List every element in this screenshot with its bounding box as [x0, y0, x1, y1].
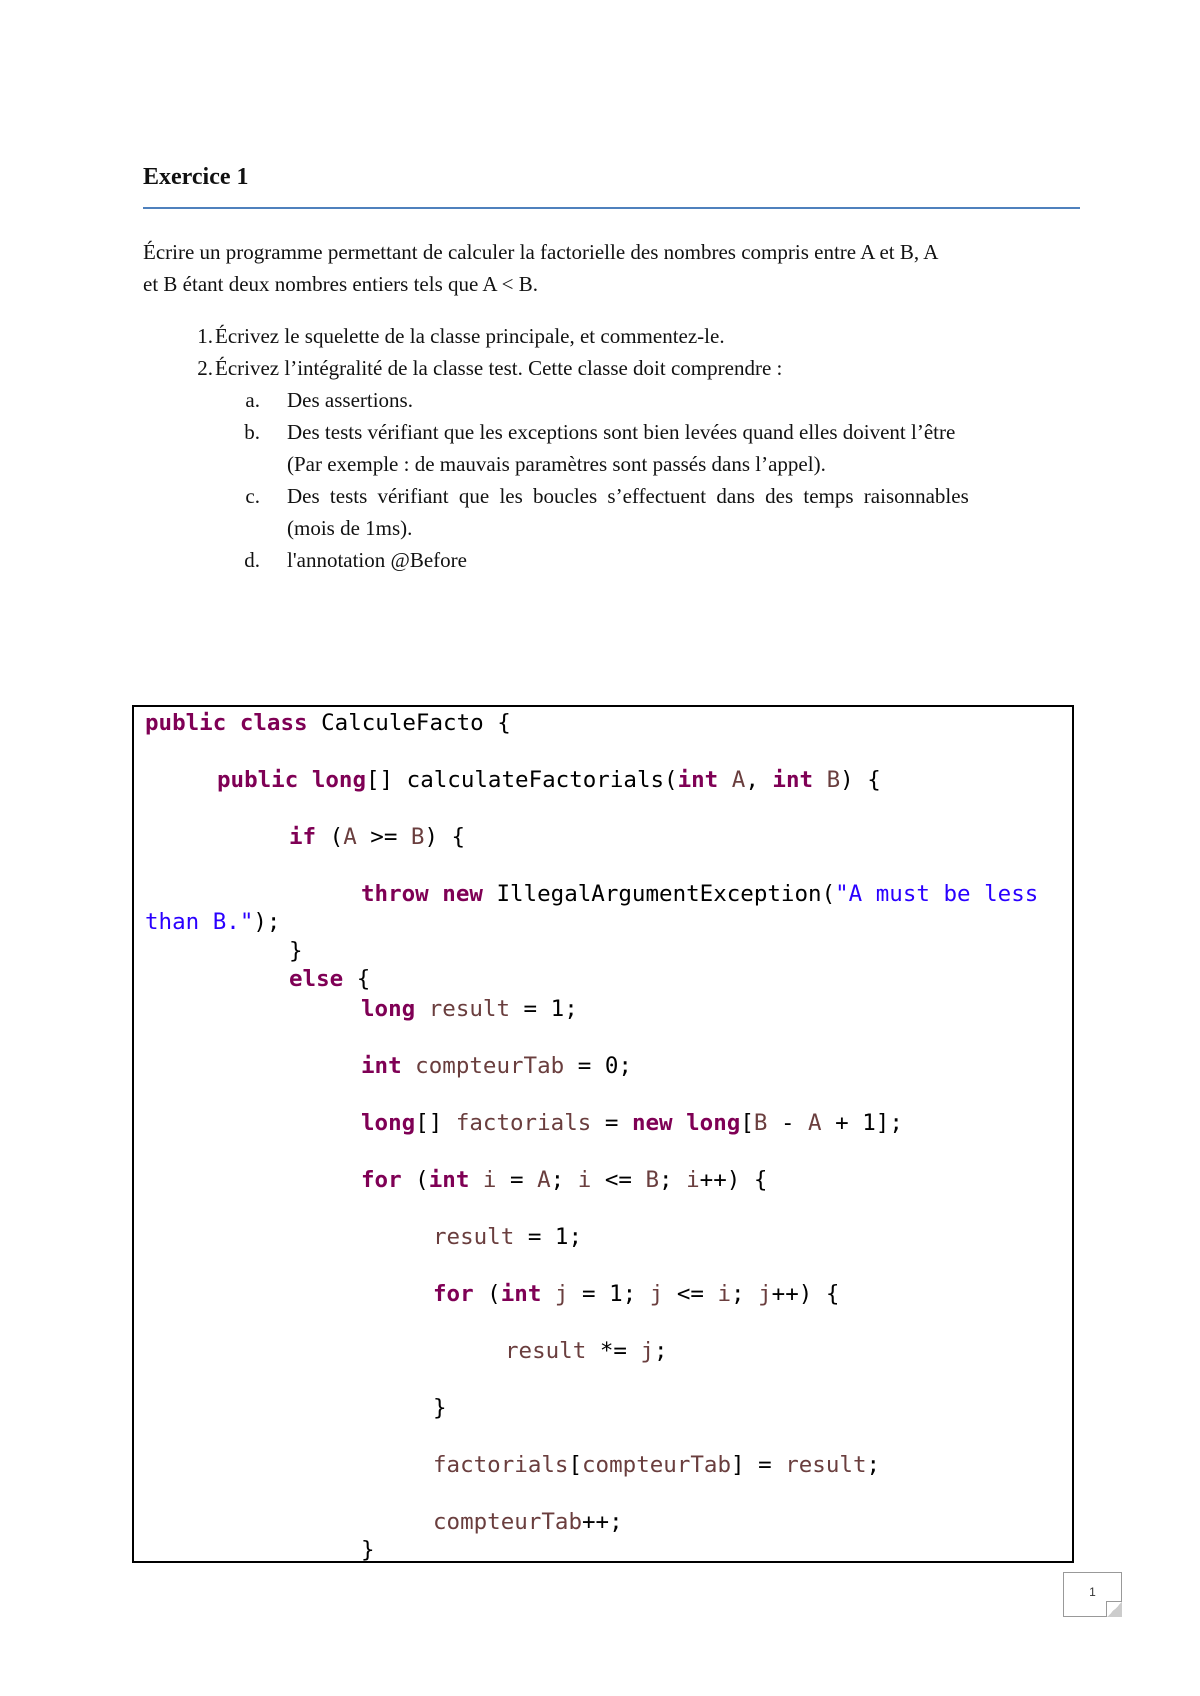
code-line [361, 1536, 375, 1563]
code-keyword: else [289, 966, 344, 992]
code-string: "A must be less [835, 881, 1039, 907]
code-text: = 1; [568, 1281, 650, 1307]
intro-line-2: et B étant deux nombres entiers tels que A < B. [143, 272, 539, 296]
code-text: ; [731, 1281, 759, 1307]
code-text: ) { [424, 824, 466, 850]
code-keyword: if [289, 824, 317, 850]
code-line [361, 1109, 903, 1138]
exercise-title: Exercice 1 [143, 164, 249, 190]
code-line [217, 766, 881, 795]
code-variable: B [410, 824, 425, 850]
code-keyword: int [361, 1053, 402, 1079]
code-variable: j [649, 1281, 664, 1307]
code-line [505, 1337, 668, 1366]
code-text: ; [866, 1452, 881, 1478]
code-keyword: public [217, 767, 299, 793]
code-line [361, 1052, 632, 1081]
code-keyword: for [433, 1281, 474, 1307]
code-variable: A [537, 1167, 551, 1193]
list-text: l'annotation @Before [287, 548, 467, 572]
code-text: ; [659, 1167, 687, 1193]
code-text: [ [740, 1110, 754, 1136]
code-variable: j [640, 1338, 655, 1364]
code-variable: factorials [442, 1110, 592, 1136]
code-variable: B [813, 767, 841, 793]
code-line [433, 1280, 839, 1309]
code-variable: result [505, 1338, 587, 1364]
code-variable: A [343, 824, 357, 850]
code-line [433, 1223, 582, 1252]
code-text: *= [586, 1338, 641, 1364]
code-text: ); [253, 909, 281, 935]
list-text: Des assertions. [287, 388, 413, 412]
code-keyword: int [677, 767, 719, 793]
code-line [289, 937, 303, 966]
code-text: ) { [840, 767, 881, 793]
intro-line-1: Écrire un programme permettant de calculer la factorielle des nombres compris entre A et B, A [143, 240, 939, 264]
code-variable: j [758, 1281, 772, 1307]
list-text: Écrivez l’intégralité de la classe test. Cette classe doit comprendre : [215, 356, 783, 380]
code-text: [ [568, 1452, 583, 1478]
list-number: 1. [197, 324, 213, 348]
code-variable: compteurTab [401, 1053, 565, 1079]
code-text: = [496, 1167, 538, 1193]
code-line [433, 1508, 623, 1537]
code-text: = [591, 1110, 632, 1136]
code-keyword: for [361, 1167, 402, 1193]
code-variable: i [577, 1167, 592, 1193]
code-text: ( [473, 1281, 501, 1307]
code-line [289, 823, 465, 852]
code-text: ++) { [699, 1167, 768, 1193]
list-text [287, 480, 1067, 544]
code-keyword: long [361, 1110, 416, 1136]
list-text-line: (mois de 1ms). [287, 516, 413, 540]
code-text: - [767, 1110, 809, 1136]
code-variable: B [753, 1110, 768, 1136]
code-keyword: int [428, 1167, 470, 1193]
code-text: >= [356, 824, 411, 850]
code-text: ++) { [771, 1281, 840, 1307]
code-text: ++; [582, 1509, 623, 1535]
code-text: = 0; [564, 1053, 632, 1079]
code-text: ( [316, 824, 344, 850]
code-line [433, 1451, 880, 1480]
list-letter: d. [244, 548, 260, 572]
page-number: 1 [1089, 1585, 1096, 1599]
code-text: ; [654, 1338, 668, 1364]
code-keyword: public class [145, 710, 308, 736]
code-line [361, 995, 578, 1024]
list-letter: c. [245, 484, 260, 508]
code-keyword: int [500, 1281, 542, 1307]
code-keyword: throw new [361, 881, 483, 907]
code-text: { [343, 966, 371, 992]
code-line [145, 908, 280, 937]
code-text: ( [401, 1167, 429, 1193]
page-number-badge [1063, 1572, 1122, 1617]
code-text: [] [415, 1110, 443, 1136]
code-text: IllegalArgumentException( [482, 881, 836, 907]
code-text: + 1]; [821, 1110, 903, 1136]
code-text: <= [663, 1281, 718, 1307]
code-keyword: new long [631, 1110, 741, 1136]
code-keyword: int [772, 767, 814, 793]
code-text: ] = [731, 1452, 786, 1478]
code-keyword: long [311, 767, 367, 793]
list-number: 2. [197, 356, 213, 380]
code-text: } [289, 938, 303, 964]
code-line [289, 965, 370, 994]
page-fold-icon [1106, 1601, 1122, 1617]
code-text: ; [550, 1167, 578, 1193]
code-variable: compteurTab [582, 1452, 732, 1478]
code-variable: i [717, 1281, 732, 1307]
code-variable: i [686, 1167, 700, 1193]
code-variable: factorials [433, 1452, 569, 1478]
list-letter: b. [244, 420, 260, 444]
code-variable: result [433, 1224, 515, 1250]
list-text: Écrivez le squelette de la classe principale, et commentez-le. [215, 324, 725, 348]
code-line [361, 1166, 767, 1195]
code-line [361, 880, 1038, 909]
code-text: [] calculateFactorials( [366, 767, 678, 793]
code-variable: A [808, 1110, 822, 1136]
code-keyword: long [361, 996, 416, 1022]
code-text: <= [591, 1167, 646, 1193]
list-letter: a. [245, 388, 260, 412]
code-text: , [745, 767, 773, 793]
code-variable: result [785, 1452, 867, 1478]
code-variable: result [415, 996, 511, 1022]
code-line [433, 1394, 447, 1423]
code-line [145, 709, 511, 738]
code-listing [145, 707, 1072, 1563]
code-block [132, 705, 1074, 1563]
list-text-line: Des tests vérifiant que les boucles s’effectuent dans des temps raisonnables [287, 484, 969, 508]
list-text-line: (Par exemple : de mauvais paramètres sont passés dans l’appel). [287, 452, 826, 476]
code-text: } [361, 1537, 375, 1563]
code-variable: i [469, 1167, 497, 1193]
code-text: CalculeFacto { [307, 710, 511, 736]
code-text: } [433, 1395, 447, 1421]
code-variable: j [541, 1281, 569, 1307]
code-text: = 1; [510, 996, 578, 1022]
list-text-line: Des tests vérifiant que les exceptions sont bien levées quand elles doivent l’être [287, 420, 956, 444]
code-variable: compteurTab [433, 1509, 583, 1535]
code-variable: A [718, 767, 746, 793]
code-variable: B [645, 1167, 660, 1193]
code-text: = 1; [514, 1224, 583, 1250]
title-underline [143, 207, 1080, 209]
code-string: than B." [145, 909, 254, 935]
list-text [287, 416, 1067, 480]
exercise-intro [143, 236, 1080, 300]
